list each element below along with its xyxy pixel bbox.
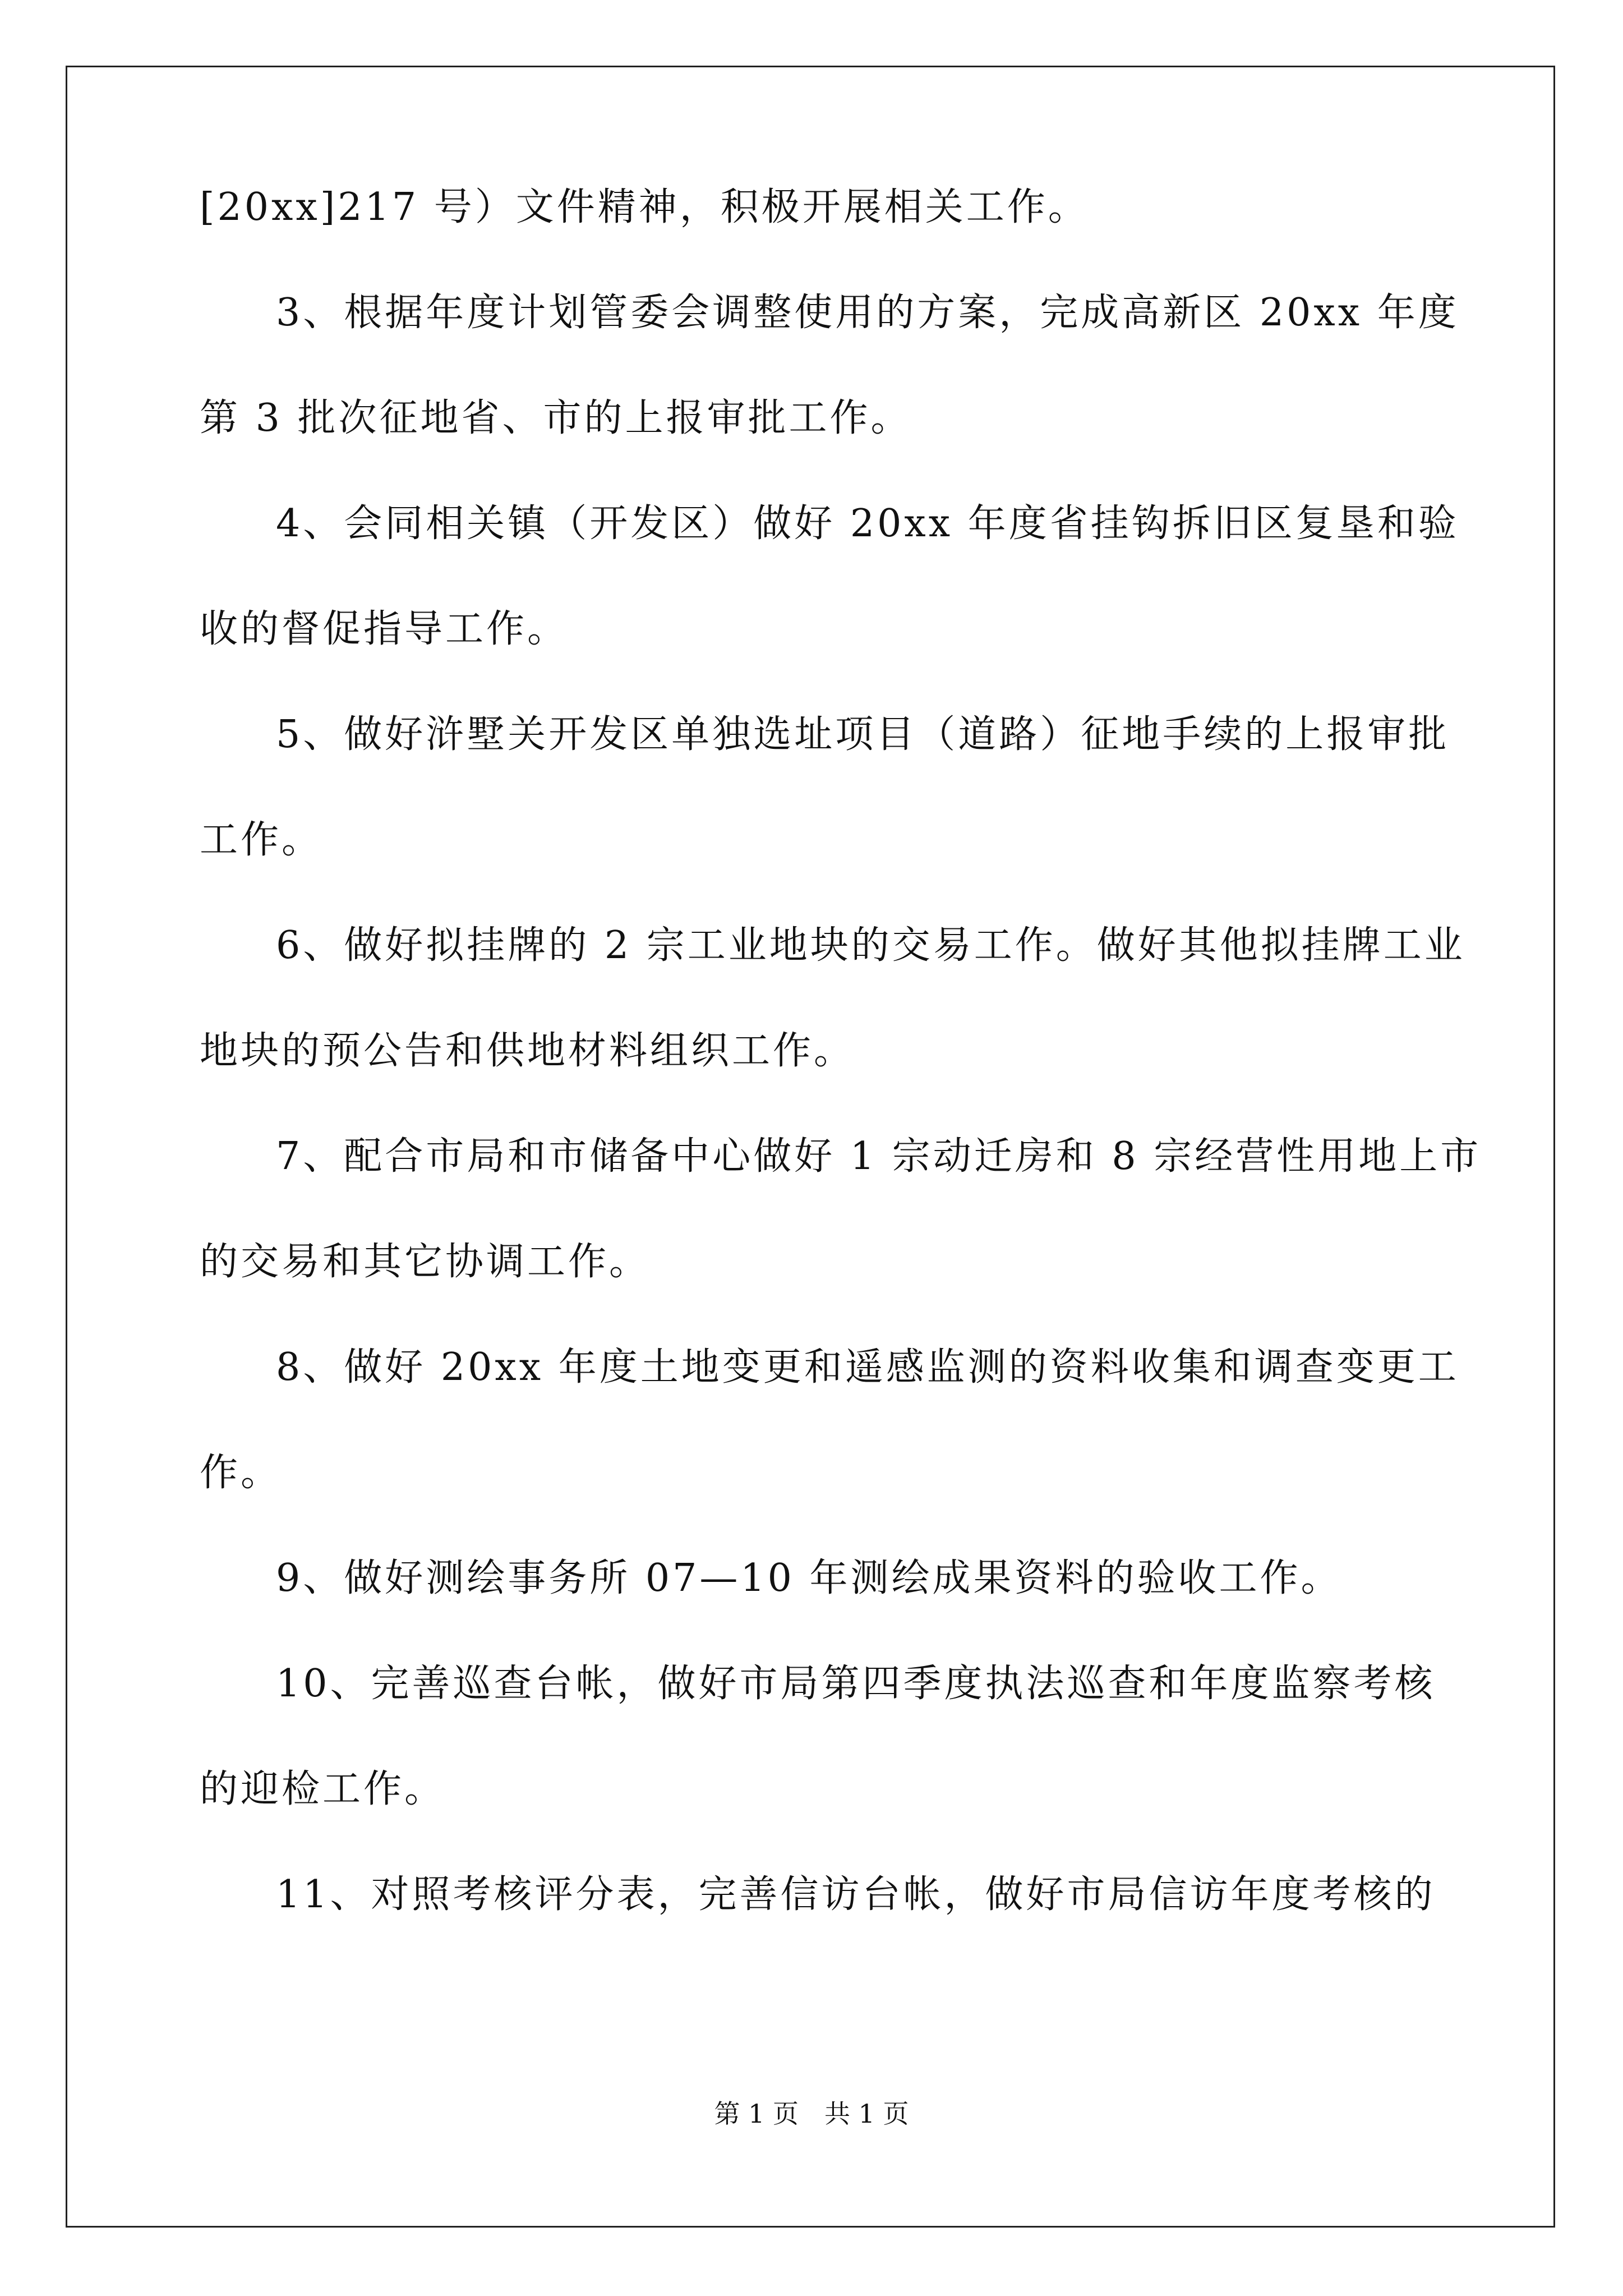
text-line: 3、根据年度计划管委会调整使用的方案，完成高新区 20xx 年度	[276, 291, 1459, 335]
text-line: [20xx]217 号）文件精神，积极开展相关工作。	[200, 185, 1089, 229]
text-line: 作。	[200, 1451, 282, 1495]
text-line: 5、做好浒墅关开发区单独选址项目（道路）征地手续的上报审批	[276, 712, 1450, 757]
text-line: 的交易和其它协调工作。	[200, 1240, 651, 1284]
text-line: 收的督促指导工作。	[200, 607, 569, 651]
text-line: 9、做好测绘事务所 07—10 年测绘成果资料的验收工作。	[276, 1556, 1342, 1600]
text-line: 6、做好拟挂牌的 2 宗工业地块的交易工作。做好其他拟挂牌工业	[276, 923, 1465, 968]
text-line: 4、会同相关镇（开发区）做好 20xx 年度省挂钩拆旧区复垦和验	[276, 501, 1459, 546]
text-line: 第 3 批次征地省、市的上报审批工作。	[200, 396, 912, 440]
text-line: 10、完善巡查台帐，做好市局第四季度执法巡查和年度监察考核	[276, 1662, 1436, 1706]
text-line: 地块的预公告和供地材料组织工作。	[200, 1029, 855, 1073]
text-line: 8、做好 20xx 年度土地变更和遥感监测的资料收集和调查变更工	[276, 1345, 1459, 1389]
page-number-footer: 第 1 页 共 1 页	[714, 2099, 909, 2129]
text-line: 工作。	[200, 818, 323, 862]
text-line: 11、对照考核评分表，完善信访台帐，做好市局信访年度考核的	[276, 1872, 1436, 1917]
text-line: 7、配合市局和市储备中心做好 1 宗动迁房和 8 宗经营性用地上市	[276, 1134, 1482, 1179]
text-line: 的迎检工作。	[200, 1767, 446, 1811]
